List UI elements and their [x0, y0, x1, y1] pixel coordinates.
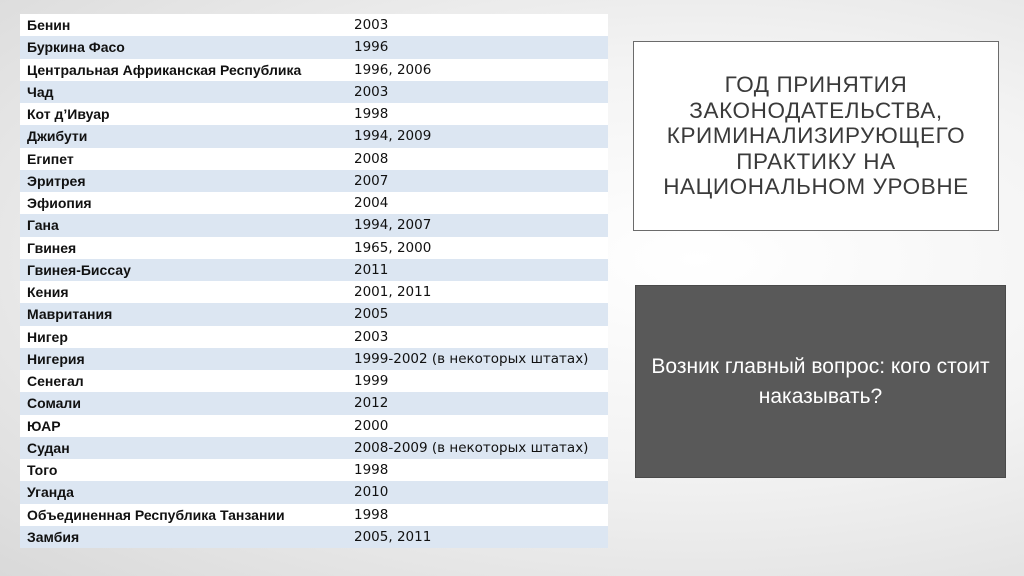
country-cell: Мавритания — [20, 303, 354, 325]
year-cell: 2008 — [354, 150, 389, 167]
country-cell: Гана — [20, 214, 354, 236]
year-cell: 2003 — [354, 17, 389, 34]
country-year-table — [20, 14, 608, 548]
table-row — [20, 259, 608, 281]
data-table — [20, 14, 608, 548]
year-cell: 2001, 2011 — [354, 284, 432, 301]
table-row — [20, 348, 608, 370]
year-cell: 1996, 2006 — [354, 61, 432, 78]
table-row — [20, 103, 608, 125]
country-cell: Сомали — [20, 392, 354, 414]
table-row — [20, 392, 608, 414]
country-cell: Нигер — [27, 328, 68, 345]
country-cell: Центральная Африканская Республика — [27, 61, 302, 78]
country-cell: Эфиопия — [27, 195, 92, 212]
country-cell: ЮАР — [27, 417, 61, 434]
country-cell: Чад — [20, 81, 354, 103]
year-cell: 1999 — [354, 373, 389, 390]
country-cell: Эритрея — [20, 170, 354, 192]
year-cell: 2007 — [354, 170, 608, 192]
table-row — [20, 303, 608, 325]
table-row — [20, 281, 608, 303]
year-cell: 1999-2002 (в некоторых штатах) — [354, 348, 608, 370]
year-cell: 2005, 2011 — [354, 526, 608, 548]
country-cell: Бенин — [27, 17, 71, 34]
table-row — [20, 481, 608, 503]
country-cell: Уганда — [20, 481, 354, 503]
country-cell: Нигерия — [20, 348, 354, 370]
table-row — [20, 59, 608, 81]
year-cell: 1996 — [354, 36, 608, 58]
table-row — [20, 36, 608, 58]
table-row — [20, 526, 608, 548]
question-text: Возник главный вопрос: кого стоит наказывать? — [651, 354, 990, 408]
year-cell: 2012 — [354, 392, 608, 414]
table-row — [20, 415, 608, 437]
slide-title: ГОД ПРИНЯТИЯ ЗАКОНОДАТЕЛЬСТВА, КРИМИНАЛИЗИРУЮЩЕГО ПРАКТИКУ НА НАЦИОНАЛЬНОМ УРОВНЕ — [663, 72, 969, 200]
table-row — [20, 437, 608, 459]
table-row — [20, 170, 608, 192]
table-row — [20, 326, 608, 348]
country-cell: Буркина Фасо — [20, 36, 354, 58]
country-cell: Замбия — [20, 526, 354, 548]
table-row — [20, 81, 608, 103]
year-cell: 2010 — [354, 481, 608, 503]
table-row — [20, 125, 608, 147]
country-cell: Объединенная Республика Танзании — [27, 506, 285, 523]
year-cell: 2003 — [354, 81, 608, 103]
year-cell: 2008-2009 (в некоторых штатах) — [354, 437, 608, 459]
year-cell: 1998 — [354, 106, 389, 123]
year-cell: 2003 — [354, 328, 389, 345]
table-row — [20, 459, 608, 481]
table-row — [20, 192, 608, 214]
year-cell: 2004 — [354, 195, 389, 212]
year-cell: 1965, 2000 — [354, 239, 432, 256]
country-cell: Кот д’Ивуар — [27, 106, 110, 123]
year-cell: 2005 — [354, 303, 608, 325]
table-row — [20, 504, 608, 526]
table-row — [20, 237, 608, 259]
question-box — [635, 285, 1006, 478]
country-cell: Гвинея — [27, 239, 77, 256]
year-cell: 2000 — [354, 417, 389, 434]
table-row — [20, 214, 608, 236]
table-row — [20, 370, 608, 392]
table-row — [20, 148, 608, 170]
year-cell: 1998 — [354, 462, 389, 479]
table-body — [20, 14, 608, 548]
country-cell: Того — [27, 462, 58, 479]
country-cell: Сенегал — [27, 373, 84, 390]
year-cell: 2011 — [354, 259, 608, 281]
country-cell: Египет — [27, 150, 74, 167]
country-cell: Джибути — [20, 125, 354, 147]
country-cell: Кения — [27, 284, 69, 301]
year-cell: 1994, 2007 — [354, 214, 608, 236]
country-cell: Судан — [20, 437, 354, 459]
year-cell: 1994, 2009 — [354, 125, 608, 147]
table-row — [20, 14, 608, 36]
year-cell: 1998 — [354, 506, 389, 523]
country-cell: Гвинея-Биссау — [20, 259, 354, 281]
title-box — [633, 41, 999, 231]
